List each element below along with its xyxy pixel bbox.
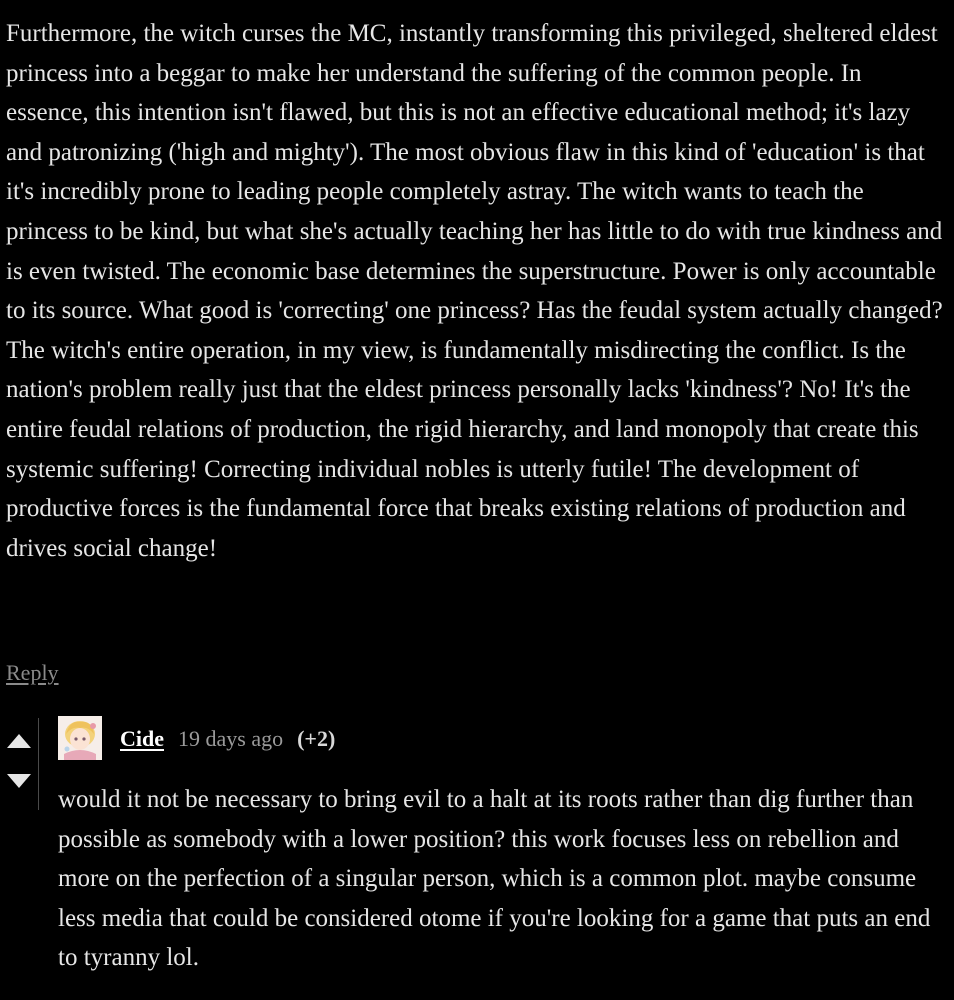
parent-comment xyxy=(6,14,946,568)
score: (+2) xyxy=(297,726,336,751)
avatar[interactable] xyxy=(58,716,102,760)
downvote-icon[interactable] xyxy=(7,774,31,788)
reply-link[interactable]: Reply xyxy=(6,660,59,685)
author-link[interactable]: Cide xyxy=(120,726,164,751)
parent-comment-body: Furthermore, the witch curses the MC, instantly transforming this privileged, sheltered eldest princess into a beggar to make her understand the suffering of the common people. In essence, this intention isn't flawed, but this is not an effective educational method; it's lazy and patronizing ('high and mighty'). The most obvious flaw in this kind of 'education' is that it's incredibly prone to leading people completely astray. The witch wants to teach the princess to be kind, but what she's actually teaching her has little to do with true kindness and is even twisted. The economic base determines the superstructure. Power is only accountable to its source. What good is 'correcting' one princess? Has the feudal system actually changed? The witch's entire operation, in my view, is fundamentally misdirecting the conflict. Is the nation's problem really just that the eldest princess personally lacks 'kindness'? No! It's the entire feudal relations of production, the rigid hierarchy, and land monopoly that create this systemic suffering! Correcting individual nobles is utterly futile! The development of productive forces is the fundamental force that breaks existing relations of production and drives social change! xyxy=(6,20,943,562)
vote-rail xyxy=(0,718,39,810)
avatar-image xyxy=(58,716,102,760)
child-comment-body: would it not be necessary to bring evil to a halt at its roots rather than dig further than possible as somebody with a lower position? this work focuses less on rebellion and more on the perfection of a singular person, which is a common plot. maybe consume less media that could be considered otome if you're looking for a game that puts an end to tyranny lol. xyxy=(58,786,931,972)
child-comment xyxy=(0,712,954,1000)
timestamp: 19 days ago xyxy=(178,726,284,751)
upvote-icon[interactable] xyxy=(7,734,31,748)
comment-meta xyxy=(120,726,335,752)
